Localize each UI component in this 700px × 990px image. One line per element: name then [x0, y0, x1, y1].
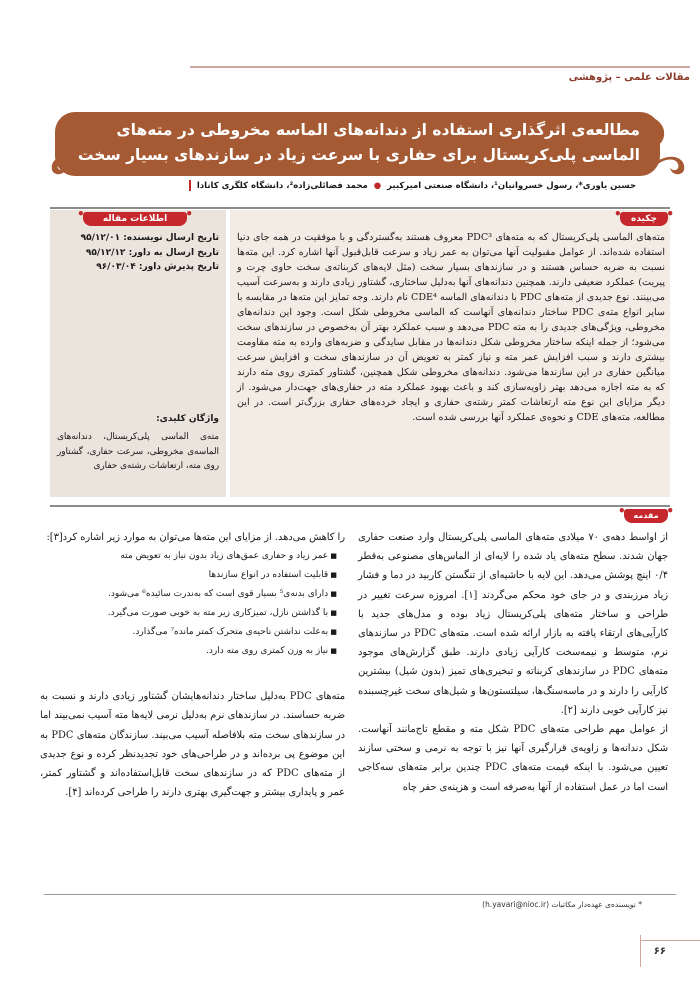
date-submitted: تاریخ ارسال نویسنده: ۹۵/۱۲/۰۱: [80, 233, 219, 243]
list-item: ■ دارای بدنه‌ی⁵ بسیار قوی است که به‌ندرت سائیده⁶ می‌شود.: [40, 585, 337, 604]
author-line: [136, 180, 636, 191]
advantages-intro: را کاهش می‌دهد. از مزایای این مته‌ها می‌توان به موارد زیر اشاره کرد[۳]:: [46, 532, 345, 543]
corresponding-author-footnote: * نویسنده‌ی عهده‌دار مکاتبات (h.yavari@nioc.ir): [482, 900, 642, 909]
list-item: ■ با گذاشتن نازل، تمیزکاری زیر مته به خوبی صورت می‌گیرد.: [40, 604, 337, 623]
intro-column-left: [40, 528, 345, 802]
author-group-1: حسین یاوری*، رسول خسروانیان¹، دانشگاه صنعتی امیرکبیر: [387, 181, 636, 191]
article-info-label: • اطلاعات مقاله •: [83, 212, 187, 226]
abstract-top-rule: [50, 207, 670, 209]
advantages-list: [40, 547, 337, 661]
abstract-label: • چکیده •: [620, 212, 668, 226]
list-item: ■ قابلیت استفاده در انواع سازندها: [40, 566, 337, 585]
author-group-2: محمد فضائلی‌زاده²، دانشگاه کلگری کانادا: [196, 181, 368, 191]
date-accepted: تاریخ پذیرش داور: ۹۶/۰۳/۰۴: [96, 262, 219, 272]
page-marker-horizontal: [640, 940, 700, 941]
intro-top-rule: [50, 505, 670, 507]
intro-paragraph: مته‌های PDC به‌دلیل ساختار دندانه‌هایشان گشتاور زیادی دارند و نسبت به ضربه حساسند. در سازندهای نرم به‌دلیل نرمی لایه‌ها مته آسیب نمی‌بیند اما در سازندهای سخت مته بلافاصله آسیب می‌بیند. سازندگان مته‌های PDC به این موضوع پی برده‌اند و در طراحی‌های خود تجدیدنظر کرده و نوع جدیدی از مته‌های PDC که در سازندهای سخت قابل‌استفاده‌اند و گشتاور کمتر، عمر و پایداری بیشتر و جهت‌گیری بهتری دارند را طراحی کرده‌اند [۴].: [40, 691, 345, 799]
footnote-rule: [44, 894, 676, 895]
keywords-heading: واژگان کلیدی:: [156, 414, 219, 424]
list-item: ■ به‌علت نداشتن ناحیه‌ی متحرک کمتر مانده⁷ می‌گذارد.: [40, 623, 337, 642]
section-label: مقالات علمی – پژوهشی: [568, 72, 690, 83]
intro-paragraph: از عوامل مهم طراحی مته‌های PDC شکل مته و مقطع تاج‌مانند آنهاست. شکل دندانه‌ها و زاویه‌ی قرارگیری آنها نیز با توجه به نرمی و سختی سازند تعیین می‌شود. با اینکه قیمت مته‌های PDC چندین برابر مته‌های سه‌کاجی است اما در عمل استفاده از آنها به‌صرفه است و هزینه‌ی حفر چاه: [358, 724, 669, 793]
list-item: ■ نیاز به وزن کمتری روی مته دارد.: [40, 642, 337, 661]
keywords-text: مته‌ی الماسی پلی‌کریستال، دندانه‌های الماسه‌ی مخروطی، سرعت حفاری، گشتاور روی مته، ارتعاشات رشته‌ی حفاری: [57, 432, 219, 471]
list-item: ■ عمر زیاد و حفاری عمق‌های زیاد بدون نیاز به تعویض مته: [40, 547, 337, 566]
author-bar-marker: [189, 180, 191, 191]
introduction-label: • مقدمه •: [624, 509, 668, 523]
article-title: مطالعه‌ی اثرگذاری استفاده از دندانه‌های الماسه مخروطی در مته‌های الماسی پلی‌کریستال برای حفاری با سرعت زیاد در سازندهای بسیار سخت: [77, 121, 640, 164]
separator-dot-icon: ●: [373, 181, 382, 191]
date-sent-to-reviewer: تاریخ ارسال به داور: ۹۵/۱۲/۱۲: [85, 247, 219, 258]
header-rule: [190, 66, 690, 68]
page-number: ۶۶: [653, 946, 666, 957]
intro-column-right: [358, 528, 668, 797]
article-dates: [57, 231, 219, 275]
intro-paragraph: از اواسط دهه‌ی ۷۰ میلادی مته‌های الماسی پلی‌کریستال وارد صنعت حفاری جهان شدند. سطح مته‌های یاد شده را لایه‌ای از الماس‌های مصنوعی به‌قطر ۰/۴ اینچ پوشش می‌دهد. این لایه با حاشیه‌ای از تنگستن کاربید در دما و فشار زیاد مرزبندی و در جای خود محکم می‌گردند [۱]. امروزه سرعت تغییر در طراحی و ساختار مته‌های پلی‌کریستال زیاد بوده و مدل‌های جدید با کارآیی‌های ارتقاء یافته به بازار ارائه شده است. مته‌های PDC در سازندهای نرم، متوسط و نیمه‌سخت کارآیی زیادی دارند. طبق گزارش‌های موجود مته‌های PDC در سازندهای کربناته و تبخیری‌های تمیز (بدون شیل) بیشترین کارآیی را دارند و در ماسه‌سنگ‌ها، سیلتستون‌ها و شیل‌های سخت غیرچسبنده نیز کارآیی خوبی دارند [۲].: [358, 532, 669, 716]
abstract-text: مته‌های الماسی پلی‌کریستال که به مته‌های PDC³ معروف هستند به‌گستردگی و با موفقیت در همه جای دنیا استفاده شده‌اند. از عوامل مقبولیت آنها می‌توان به عمر زیاد و سرعت قابل‌قبول آنها اشاره کرد. این مته‌ها نسبت به ضربه حساس هستند و در سازندهای بسیار سخت (مثل لایه‌های کربناته‌ی سخت حاوی چرت و پیریت) عملکرد ضعیفی دارند. همچنین دندانه‌های آنها به‌دلیل ساختاری، گشتاور زیادی دارند و به‌سرعت آسیب می‌بینند. نوع جدیدی از مته‌های PDC با دندانه‌های الماسه CDE⁴ نام دارند. وجه تمایز این مته‌ها در مقایسه با سایر انواع مته‌ی PDC ساختار دندانه‌های آنهاست که الماسی مخروطی شکل است. وجود این دندانه‌های مخروطی، ویژگی‌های جدیدی را به مته PDC می‌دهد و سبب عملکرد بهتر آن به‌خصوص در سازندهای سخت می‌شود؛ از جمله اینکه ساختار مخروطی شکل دندانه‌ها در مقابل سایدگی و ضربه‌های وارده به مته مقاومت بیشتری دارند و سبب افزایش عمر مته و نیاز کمتر به تعویض آن در سازندهای سخت و افزایش سرعت میانگین حفاری در این سازندها می‌شود. دندانه‌های مخروطی شکل همچنین، گشتاور کمتری روی مته دارند که به مته اجازه می‌دهد بهتر زاویه‌سازی کند و باعث بهبود عملکرد مته در حفاری‌های جهت‌دار می‌شود. از دیگر مزایای این نوع مته ارتعاشات کمتر رشته‌ی حفاری و ایجاد خرده‌های حفاری بزرگ‌تر است. در این مطالعه، مته‌های CDE و نحوه‌ی عملکرد آنها بررسی شده است.: [237, 232, 666, 423]
